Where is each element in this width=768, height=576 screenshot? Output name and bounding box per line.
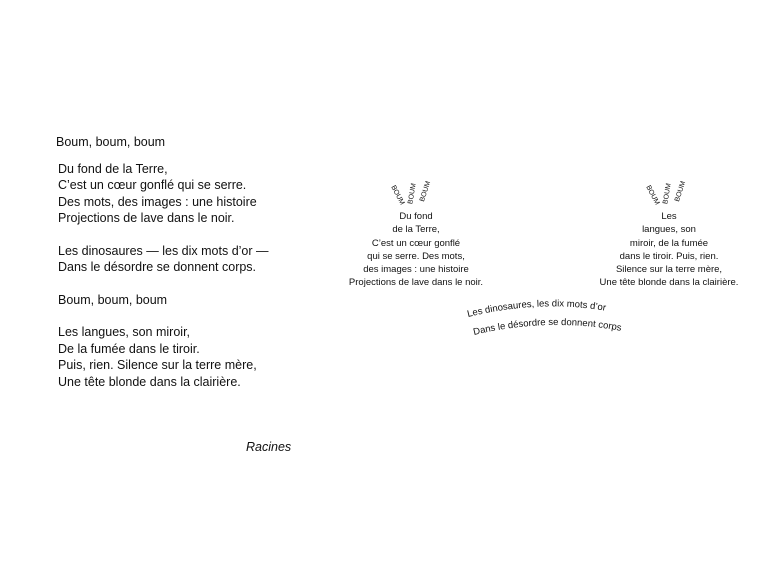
- poem-line: Projections de lave dans le noir.: [58, 211, 235, 225]
- poem-line: Boum, boum, boum: [58, 292, 168, 307]
- poem-line: Puis, rien. Silence sur la terre mère,: [58, 358, 257, 372]
- calligram-line: Une tête blonde dans la clairière.: [599, 277, 739, 289]
- calligram-line: des images : une histoire: [363, 264, 469, 276]
- boum-word: BOUM: [674, 180, 688, 203]
- calligram-line: de la Terre,: [392, 224, 440, 236]
- calligram-line: Projections de lave dans le noir.: [348, 277, 484, 289]
- boum-word: BOUM: [407, 182, 418, 205]
- curved-line-2-text: Dans le désordre se donnent corps: [472, 316, 623, 338]
- curved-line-1: [466, 298, 607, 320]
- calligram-line: miroir, de la fumée: [629, 237, 709, 249]
- boum-word: BOUM: [419, 180, 433, 203]
- poem-caption: Racines: [246, 440, 292, 454]
- boum-word: BOUM: [662, 182, 673, 205]
- boum-word: BOUM: [644, 184, 661, 207]
- curved-line-1-text: Les dinosaures, les dix mots d’or: [466, 298, 607, 320]
- calligram-line: langues, son: [642, 224, 696, 236]
- calligram-line: Les: [661, 211, 677, 222]
- poem-line: Des mots, des images : une histoire: [58, 194, 257, 209]
- curved-line-2: [472, 317, 622, 338]
- boum-word: BOUM: [389, 184, 406, 207]
- poem-line: Une tête blonde dans la clairière.: [58, 374, 241, 389]
- poem-line: Les dinosaures — les dix mots d’or —: [58, 243, 269, 258]
- poem-line: C’est un cœur gonflé qui se serre.: [58, 178, 247, 192]
- poem-line: De la fumée dans le tiroir.: [58, 341, 200, 356]
- poem-line: Dans le désordre se donnent corps.: [58, 260, 257, 274]
- poem-line: Du fond de la Terre,: [58, 161, 168, 176]
- calligram-line: qui se serre. Des mots,: [367, 250, 465, 262]
- poem-refrain-top: Boum, boum, boum: [56, 135, 166, 149]
- calligram-line: Silence sur la terre mère,: [615, 264, 723, 276]
- calligram-line: Du fond: [399, 211, 433, 222]
- poem-line: Les langues, son miroir,: [58, 325, 191, 339]
- calligram-line: dans le tiroir. Puis, rien.: [619, 250, 719, 262]
- calligram-line: C’est un cœur gonflé: [371, 237, 461, 249]
